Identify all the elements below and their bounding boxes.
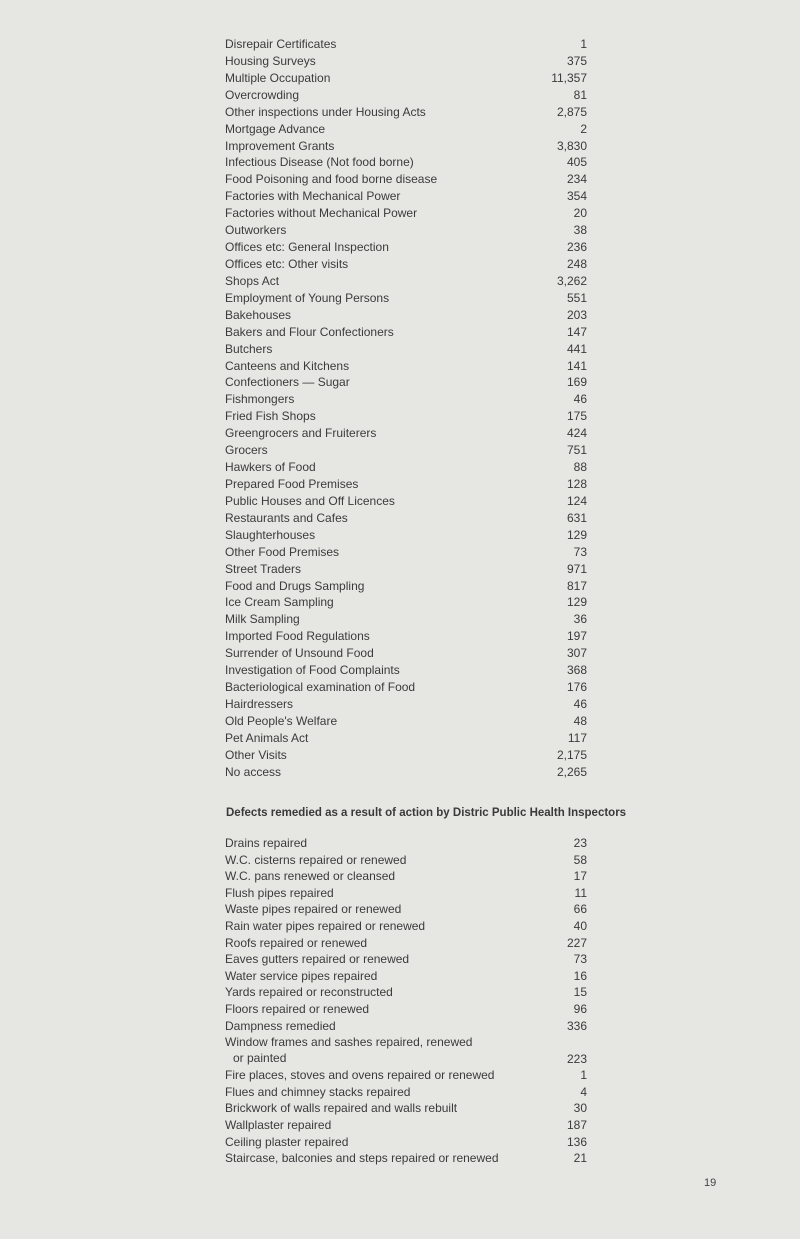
row-label: Investigation of Food Complaints [225, 663, 400, 678]
table-row [225, 138, 587, 155]
defects-table [225, 835, 587, 1167]
row-label: Staircase, balconies and steps repaired or renewed [225, 1151, 499, 1166]
table-row [225, 544, 587, 561]
table-row [225, 171, 587, 188]
table-row [225, 408, 587, 425]
row-label: Grocers [225, 443, 268, 458]
table-row [225, 852, 587, 869]
table-row [225, 696, 587, 713]
row-label: Slaughterhouses [225, 527, 316, 542]
row-value: 136 [566, 1134, 587, 1149]
row-label: Offices etc: Other visits [225, 256, 349, 271]
row-value: 128 [566, 476, 587, 491]
row-value: 129 [566, 527, 587, 542]
row-label: Public Houses and Off Licences [225, 493, 395, 508]
table-row [225, 358, 587, 375]
row-label: Employment of Young Persons [225, 290, 390, 305]
table-row [225, 679, 587, 696]
row-label: Old People's Welfare [225, 713, 338, 728]
table-row [225, 1018, 587, 1035]
row-value: 354 [566, 189, 587, 204]
table-row [225, 70, 587, 87]
table-row [225, 324, 587, 341]
table-row [225, 290, 587, 307]
row-value: 223 [566, 1052, 587, 1067]
table-row [225, 510, 587, 527]
table-row [225, 868, 587, 885]
table-row [225, 341, 587, 358]
table-row [225, 188, 587, 205]
row-value: 66 [573, 902, 587, 917]
row-value: 36 [573, 612, 587, 627]
table-row [225, 205, 587, 222]
row-label: Roofs repaired or renewed [225, 935, 368, 950]
row-label: Water service pipes repaired [225, 968, 378, 983]
row-value: 73 [573, 952, 587, 967]
row-value: 124 [566, 493, 587, 508]
row-value: 3,262 [556, 273, 587, 288]
row-label [225, 1034, 472, 1067]
row-value: 16 [573, 968, 587, 983]
row-value: 551 [566, 290, 587, 305]
row-value: 441 [566, 341, 587, 356]
table-row [225, 835, 587, 852]
row-label: Other inspections under Housing Acts [225, 104, 426, 119]
row-label: Food Poisoning and food borne disease [225, 172, 438, 187]
row-label: Restaurants and Cafes [225, 510, 348, 525]
row-value: 169 [566, 375, 587, 390]
row-label: Factories without Mechanical Power [225, 206, 418, 221]
row-value: 971 [566, 561, 587, 576]
table-row [225, 951, 587, 968]
row-label-line2: or painted [233, 1051, 287, 1066]
row-value: 15 [573, 985, 587, 1000]
row-label: Confectioners — Sugar [225, 375, 350, 390]
row-value: 129 [566, 595, 587, 610]
row-label: Dampness remedied [225, 1018, 336, 1033]
row-value: 817 [566, 578, 587, 593]
table-row [225, 885, 587, 902]
table-row [225, 918, 587, 935]
row-value: 40 [573, 918, 587, 933]
row-value: 21 [573, 1151, 587, 1166]
table-row [225, 1001, 587, 1018]
row-value: 176 [566, 680, 587, 695]
row-label: Offices etc: General Inspection [225, 240, 389, 255]
row-value: 81 [573, 87, 587, 102]
row-value: 248 [566, 256, 587, 271]
row-value: 1 [580, 37, 587, 51]
row-label: Imported Food Regulations [225, 629, 370, 644]
table-row [225, 594, 587, 611]
row-label: Bakehouses [225, 307, 292, 322]
row-label: Wallplaster repaired [225, 1117, 332, 1132]
row-value: 234 [566, 172, 587, 187]
row-label: Improvement Grants [225, 138, 335, 153]
row-value: 141 [566, 358, 587, 373]
row-label: Disrepair Certificates [225, 37, 337, 51]
row-label: Factories with Mechanical Power [225, 189, 401, 204]
row-label: Outworkers [225, 223, 287, 238]
table-row [225, 578, 587, 595]
table-row [225, 561, 587, 578]
row-label: Ceiling plaster repaired [225, 1134, 349, 1149]
table-row [225, 391, 587, 408]
row-value: 2,175 [556, 747, 587, 762]
row-value: 307 [566, 646, 587, 661]
row-label: W.C. pans renewed or cleansed [225, 869, 396, 884]
row-label: Hairdressers [225, 696, 294, 711]
table-row [225, 713, 587, 730]
row-label: Fire places, stoves and ovens repaired or renewed [225, 1068, 495, 1083]
row-label: Fishmongers [225, 392, 295, 407]
row-label: Multiple Occupation [225, 70, 331, 85]
table-row [225, 476, 587, 493]
row-label: Drains repaired [225, 836, 308, 850]
row-value: 375 [566, 53, 587, 68]
row-value: 368 [566, 663, 587, 678]
table-row [225, 1100, 587, 1117]
table-row [225, 747, 587, 764]
row-value: 46 [573, 696, 587, 711]
row-value: 88 [573, 460, 587, 475]
row-label: Bacteriological examination of Food [225, 680, 416, 695]
row-label: Waste pipes repaired or renewed [225, 902, 402, 917]
table-row [225, 764, 587, 781]
table-row [225, 459, 587, 476]
row-label: Overcrowding [225, 87, 300, 102]
row-value: 2 [580, 121, 587, 136]
table-row [225, 425, 587, 442]
row-label: Prepared Food Premises [225, 476, 359, 491]
row-value: 631 [566, 510, 587, 525]
row-value: 17 [573, 869, 587, 884]
row-label: Flush pipes repaired [225, 885, 334, 900]
row-label: Bakers and Flour Confectioners [225, 324, 394, 339]
row-value: 203 [566, 307, 587, 322]
table-row [225, 645, 587, 662]
inspections-table [225, 36, 587, 781]
row-label: Other Food Premises [225, 544, 340, 559]
table-row [225, 239, 587, 256]
table-row [225, 493, 587, 510]
row-label: Infectious Disease (Not food borne) [225, 155, 414, 170]
row-label: Food and Drugs Sampling [225, 578, 365, 593]
row-value: 11,357 [551, 70, 587, 85]
table-row [225, 935, 587, 952]
row-label: Mortgage Advance [225, 121, 326, 136]
table-row [225, 1150, 587, 1167]
row-label: Canteens and Kitchens [225, 358, 350, 373]
row-label: Street Traders [225, 561, 302, 576]
row-label: Other Visits [225, 747, 287, 762]
row-label: Greengrocers and Fruiterers [225, 426, 377, 441]
table-row [225, 901, 587, 918]
row-value: 424 [566, 426, 587, 441]
row-value: 11 [574, 885, 587, 900]
row-value: 46 [573, 392, 587, 407]
row-value: 73 [573, 544, 587, 559]
row-value: 58 [573, 852, 587, 867]
row-label: Pet Animals Act [225, 730, 309, 745]
table-row [225, 730, 587, 747]
row-label: Shops Act [225, 273, 280, 288]
row-value: 336 [566, 1018, 587, 1033]
table-row [225, 222, 587, 239]
row-value: 236 [566, 240, 587, 255]
row-label: Flues and chimney stacks repaired [225, 1084, 411, 1099]
row-value: 147 [566, 324, 587, 339]
row-label: W.C. cisterns repaired or renewed [225, 852, 407, 867]
table-row [225, 307, 587, 324]
row-label: Fried Fish Shops [225, 409, 316, 424]
row-label: Surrender of Unsound Food [225, 646, 374, 661]
row-value: 3,830 [556, 138, 587, 153]
row-label: Hawkers of Food [225, 460, 316, 475]
row-label: Brickwork of walls repaired and walls rebuilt [225, 1101, 458, 1116]
table-row [225, 121, 587, 138]
row-value: 30 [573, 1101, 587, 1116]
row-value: 96 [573, 1001, 587, 1016]
row-value: 197 [566, 629, 587, 644]
page-number: 19 [704, 1177, 717, 1189]
row-value: 227 [566, 935, 587, 950]
row-label: Rain water pipes repaired or renewed [225, 918, 426, 933]
row-value: 20 [573, 206, 587, 221]
row-label: Eaves gutters repaired or renewed [225, 952, 410, 967]
row-value: 23 [573, 836, 587, 850]
defects-heading: Defects remedied as a result of action by Distric Public Health Inspectors [226, 807, 627, 819]
table-row [225, 611, 587, 628]
table-row [225, 1034, 587, 1067]
table-row [225, 1084, 587, 1101]
row-value: 4 [580, 1084, 587, 1099]
row-value: 2,875 [556, 104, 587, 119]
table-row [225, 968, 587, 985]
row-label: Milk Sampling [225, 612, 300, 627]
table-row [225, 1067, 587, 1084]
row-label: Yards repaired or reconstructed [225, 985, 393, 1000]
table-row [225, 36, 587, 53]
row-value: 1 [580, 1068, 587, 1083]
row-value: 187 [566, 1117, 587, 1132]
table-row [225, 256, 587, 273]
table-row [225, 442, 587, 459]
table-row [225, 104, 587, 121]
row-value: 2,265 [556, 764, 587, 779]
table-row [225, 662, 587, 679]
row-label: Housing Surveys [225, 53, 316, 68]
row-label: Ice Cream Sampling [225, 595, 334, 610]
row-value: 38 [573, 223, 587, 238]
row-value: 117 [567, 730, 587, 745]
row-value: 405 [566, 155, 587, 170]
table-row [225, 53, 587, 70]
table-row [225, 1117, 587, 1134]
table-row [225, 1134, 587, 1151]
table-row [225, 154, 587, 171]
row-label: No access [225, 764, 282, 779]
table-row [225, 527, 587, 544]
table-row [225, 374, 587, 391]
row-value: 751 [566, 443, 587, 458]
table-row [225, 984, 587, 1001]
table-row [225, 628, 587, 645]
table-row [225, 273, 587, 290]
table-row [225, 87, 587, 104]
row-label: Butchers [225, 341, 273, 356]
row-value: 175 [566, 409, 587, 424]
row-label: Floors repaired or renewed [225, 1001, 370, 1016]
row-label-line1: Window frames and sashes repaired, renewed [225, 1035, 473, 1050]
row-value: 48 [573, 713, 587, 728]
